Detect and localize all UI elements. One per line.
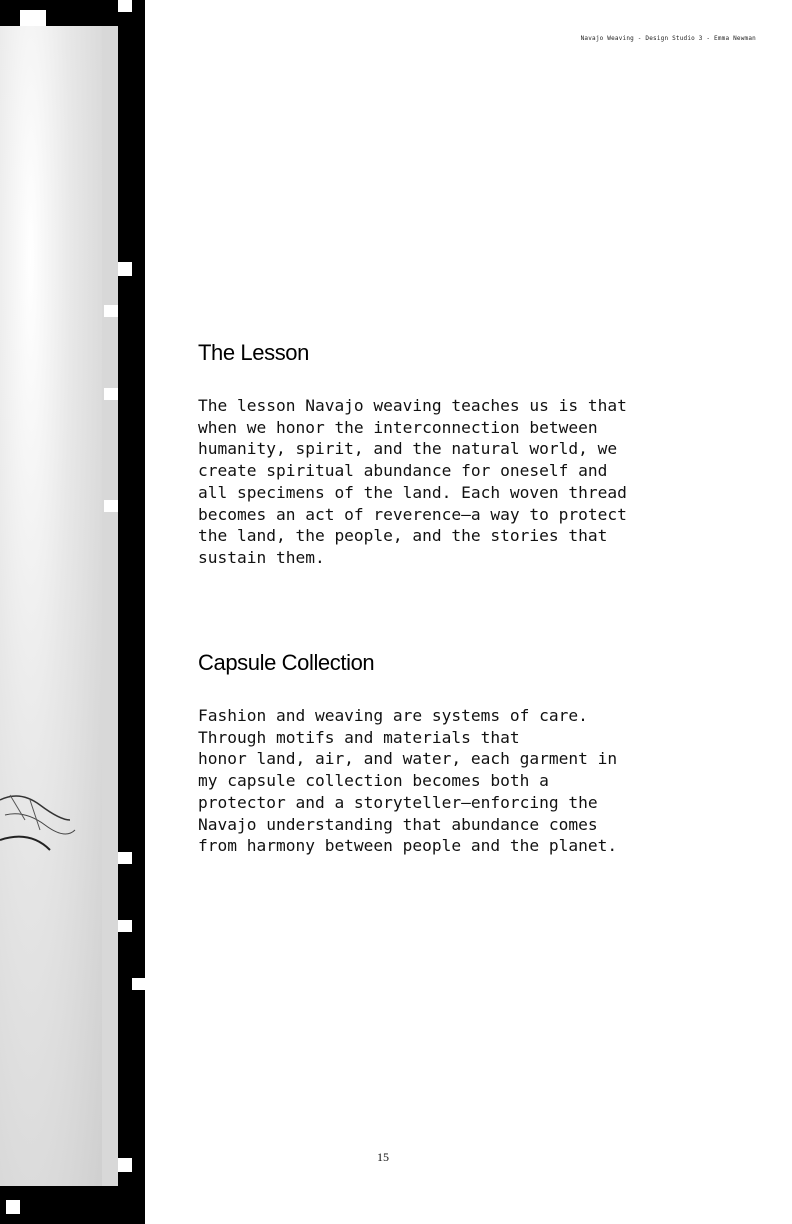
section-heading: Capsule Collection bbox=[198, 650, 375, 675]
sprocket-mark bbox=[6, 1200, 20, 1214]
sprocket-mark bbox=[104, 388, 118, 400]
photo-edge bbox=[102, 26, 118, 1186]
sprocket-mark bbox=[118, 262, 132, 276]
section-heading: The Lesson bbox=[198, 340, 309, 365]
section-capsule-collection bbox=[198, 650, 718, 857]
sprocket-mark bbox=[118, 852, 132, 864]
film-strip-image bbox=[0, 0, 145, 1224]
sprocket-mark bbox=[104, 500, 118, 512]
grayscale-photo bbox=[0, 26, 102, 1186]
running-header: Navajo Weaving - Design Studio 3 - Emma Newman bbox=[580, 35, 756, 42]
section-the-lesson bbox=[198, 340, 718, 569]
sprocket-mark bbox=[132, 978, 145, 990]
page-number: 15 bbox=[377, 1150, 389, 1164]
sprocket-mark bbox=[104, 305, 118, 317]
section-body: The lesson Navajo weaving teaches us is that when we honor the interconnection between humanity, spirit, and the natural world, we create spiritual abundance for oneself and all specimens of the land. Each woven thread becomes an act of reverence—a way to protect the land, the people, and the stories that sustain them. bbox=[198, 396, 627, 567]
sprocket-mark bbox=[20, 10, 46, 26]
sprocket-mark bbox=[118, 1158, 132, 1172]
sketch-illustration bbox=[0, 760, 80, 880]
sprocket-mark bbox=[118, 920, 132, 932]
section-body: Fashion and weaving are systems of care. Through motifs and materials that honor land, air, and water, each garment in my capsule collection becomes both a protector and a storyteller—enforcing the Navajo understanding that abundance comes from harmony between people and the planet. bbox=[198, 706, 618, 856]
sprocket-mark bbox=[118, 0, 132, 12]
